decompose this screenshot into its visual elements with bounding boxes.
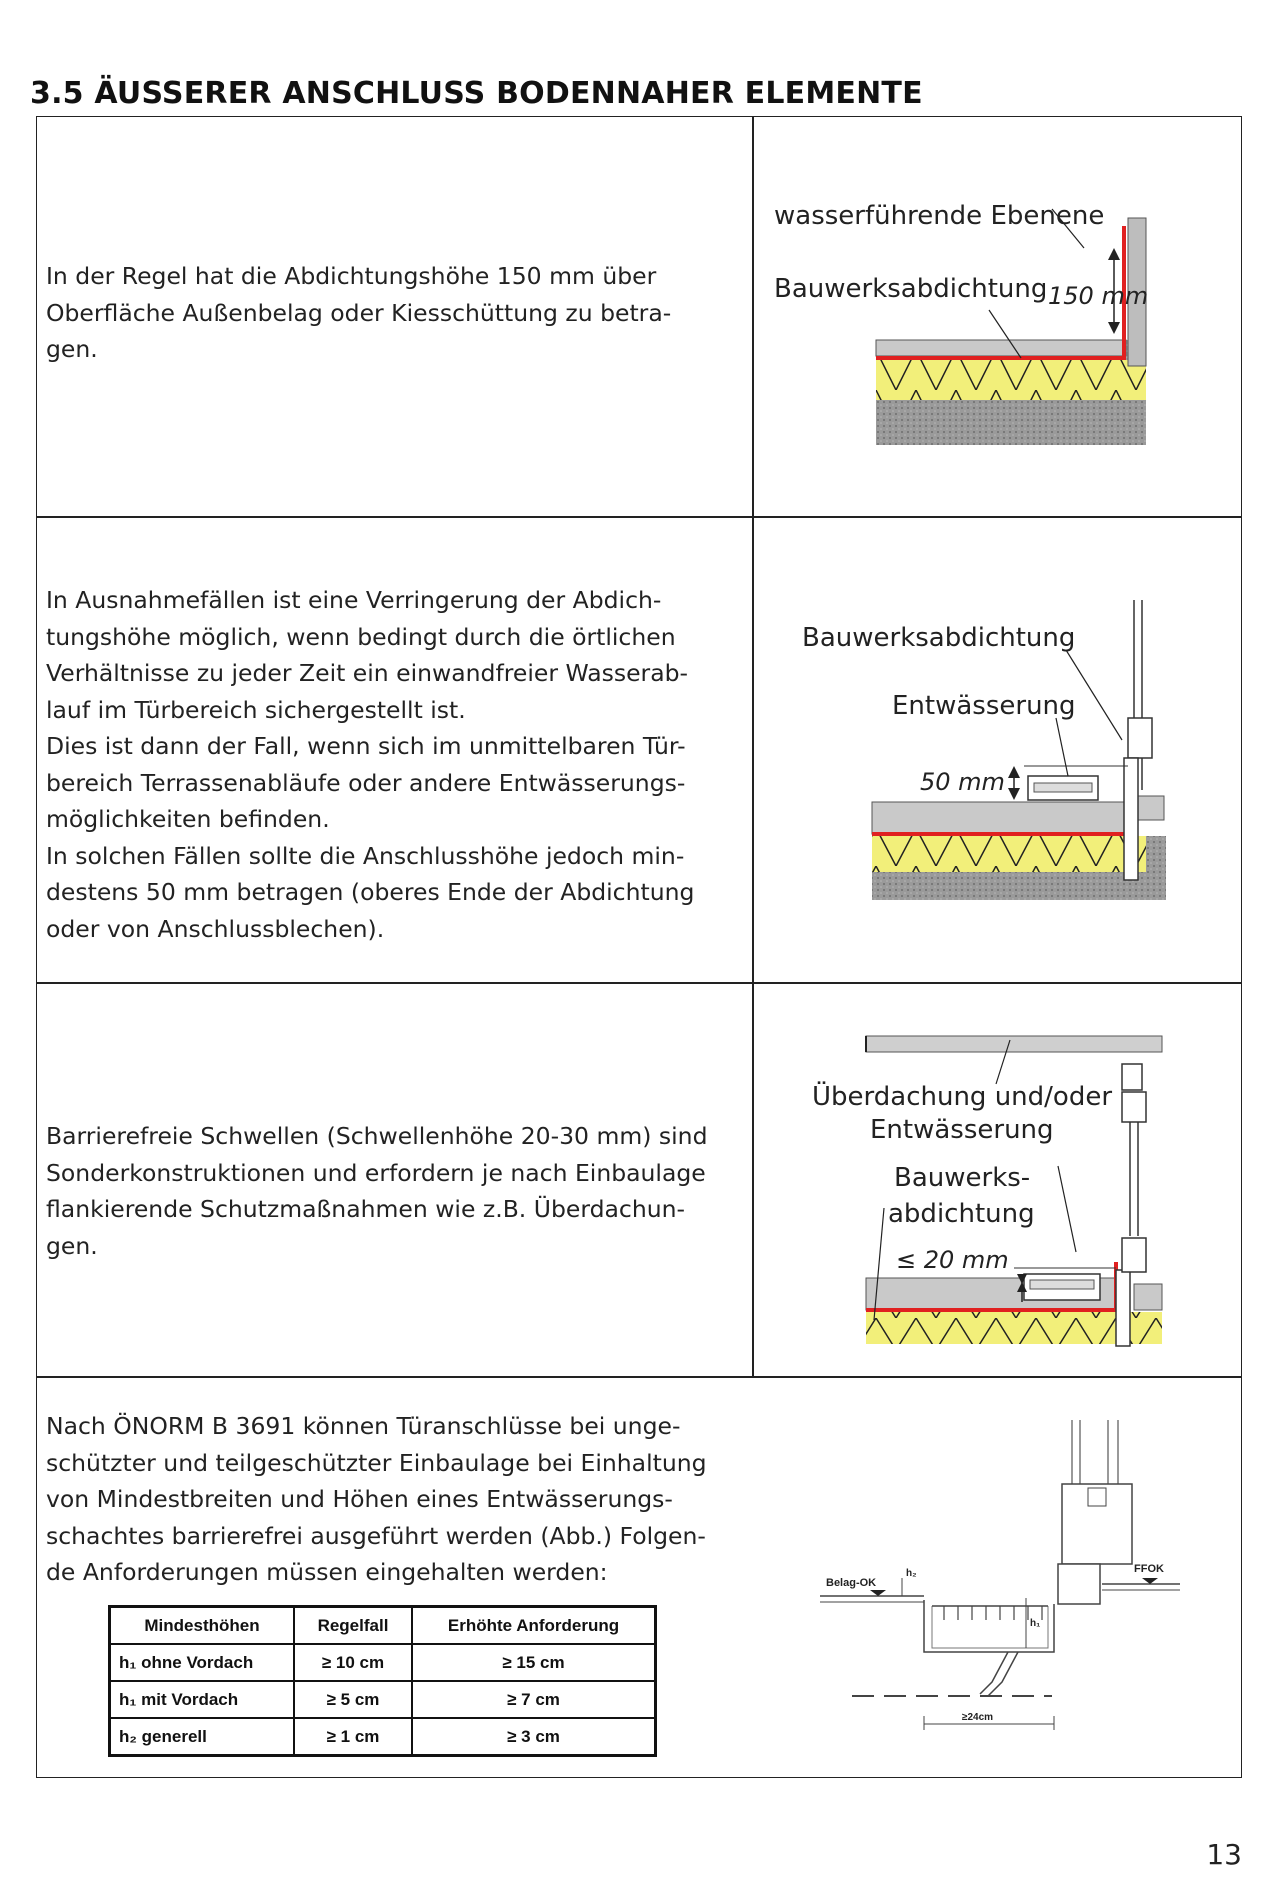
insulation-hatch: [876, 360, 1146, 400]
label-h2: h₂: [906, 1568, 917, 1579]
text-line: gen.: [46, 1231, 98, 1260]
door-profile: [1122, 1238, 1146, 1272]
page-title: 3.5 ÄUSSERER ANSCHLUSS BODENNAHER ELEMENTE: [30, 76, 923, 111]
requirements-table: [108, 1605, 657, 1757]
table-cell: ≥ 15 cm: [412, 1644, 656, 1681]
drain-pipe: [988, 1652, 1018, 1696]
door-profile: [1128, 718, 1152, 758]
section-3-text: [46, 1118, 736, 1264]
label-drainage: Entwässerung: [892, 691, 1076, 721]
sash-detail: [1088, 1488, 1106, 1506]
text-line: Nach ÖNORM B 3691 können Türanschlüsse bei unge-: [46, 1412, 681, 1440]
door-head: [1122, 1092, 1146, 1122]
section-4-text: [46, 1408, 736, 1591]
text-line: Barrierefreie Schwellen (Schwellenhöhe 20-30 mm) sind: [46, 1122, 708, 1150]
inner-floor: [1134, 1284, 1162, 1310]
threshold-profile: [1124, 758, 1138, 880]
table-cell: h₂ generell: [110, 1718, 295, 1756]
drain-pipe: [980, 1652, 1008, 1694]
column-divider: [752, 116, 754, 1376]
dimension-arrow-down: [1108, 322, 1120, 334]
leader-line: [1056, 718, 1068, 776]
threshold-profile: [1116, 1270, 1130, 1346]
text-line: Oberfläche Außenbelag oder Kiesschüttung zu betra-: [46, 298, 672, 327]
text-line: möglichkeiten befinden.: [46, 805, 330, 833]
door-head-profile: [1122, 1064, 1142, 1090]
label-sealing-2: abdichtung: [888, 1199, 1035, 1229]
text-line: bereich Terrassenabläufe oder andere Entwässerungs-: [46, 768, 686, 797]
label-sealing: Bauwerksabdichtung: [774, 274, 1048, 304]
row-divider-1: [36, 516, 1242, 518]
grate-bars: [944, 1606, 1042, 1620]
text-line: gen.: [46, 335, 98, 363]
table-row: [110, 1681, 656, 1718]
text-line: Verhältnisse zu jeder Zeit ein einwandfreier Wasserab-: [46, 659, 688, 687]
roof-canopy: [866, 1036, 1162, 1052]
row-divider-3: [36, 1376, 1242, 1378]
row-divider-2: [36, 982, 1242, 984]
section-2-text: [46, 582, 736, 947]
text-line: In der Regel hat die Abdichtungshöhe 150 mm über: [46, 262, 657, 290]
threshold: [1058, 1564, 1100, 1604]
table-cell: ≥ 10 cm: [294, 1644, 412, 1681]
dimension-arrow-up: [1108, 248, 1120, 260]
figure-2-sealing-50mm: [756, 600, 1176, 920]
pavement-layer: [876, 340, 1126, 356]
figure-1-sealing-150mm: [756, 190, 1176, 450]
drain-grate: [1034, 783, 1092, 792]
figure-4-drainage-shaft: [812, 1420, 1202, 1750]
drain-grate: [1030, 1280, 1094, 1289]
pavement-layer: [872, 802, 1128, 834]
label-width: ≥24cm: [962, 1712, 994, 1723]
label-belag-ok: Belag-OK: [826, 1577, 877, 1589]
table-row: [110, 1644, 656, 1681]
section-1-text: [46, 258, 736, 368]
text-line: schachtes barrierefrei ausgeführt werden (Abb.) Folgen-: [46, 1521, 706, 1550]
text-line: lauf im Türbereich sichergestellt ist.: [46, 695, 466, 724]
label-drainage: Entwässerung: [870, 1115, 1054, 1145]
figure-3-barrier-free-threshold: [756, 1030, 1176, 1350]
label-sealing-1: Bauwerks-: [894, 1163, 1031, 1193]
table-cell: ≥ 5 cm: [294, 1681, 412, 1718]
dimension-arrow-down: [1008, 788, 1020, 800]
table-cell: h₁ ohne Vordach: [110, 1644, 295, 1681]
label-roof: Überdachung und/oder: [812, 1082, 1113, 1112]
text-line: destens 50 mm betragen (oberes Ende der Abdichtung: [46, 878, 695, 906]
label-sealing: Bauwerksabdichtung: [802, 623, 1076, 653]
table-cell: ≥ 3 cm: [412, 1718, 656, 1756]
label-dimension: ≤ 20 mm: [896, 1246, 1009, 1274]
text-line: schützter und teilgeschützter Einbaulage bei Einhaltung: [46, 1448, 707, 1477]
leader-line: [1058, 1166, 1076, 1252]
text-line: oder von Anschlussblechen).: [46, 914, 385, 943]
text-line: tungshöhe möglich, wenn bedingt durch die örtlichen: [46, 622, 676, 651]
page-number: 13: [1206, 1838, 1242, 1871]
label-dimension: 50 mm: [920, 768, 1005, 796]
table-cell: h₁ mit Vordach: [110, 1681, 295, 1718]
table-cell: ≥ 1 cm: [294, 1718, 412, 1756]
table-cell: ≥ 7 cm: [412, 1681, 656, 1718]
text-line: flankierende Schutzmaßnahmen wie z.B. Überdachun-: [46, 1195, 685, 1223]
text-line: In solchen Fällen sollte die Anschlusshöhe jedoch min-: [46, 841, 685, 870]
text-line: Dies ist dann der Fall, wenn sich im unmittelbaren Tür-: [46, 732, 686, 760]
table-header: Erhöhte Anforderung: [412, 1607, 656, 1645]
label-dimension: 150 mm: [1048, 282, 1149, 310]
text-line: von Mindestbreiten und Höhen eines Entwässerungs-: [46, 1485, 673, 1513]
table-header: Regelfall: [294, 1607, 412, 1645]
ffok-marker: [1142, 1578, 1158, 1584]
label-ffok: FFOK: [1134, 1563, 1164, 1575]
dimension-arrow-up: [1008, 766, 1020, 778]
label-water-layer: wasserführende Ebenene: [774, 201, 1105, 231]
table-row: [110, 1718, 656, 1756]
insulation-hatch: [872, 836, 1146, 872]
table-header: Mindesthöhen: [110, 1607, 295, 1645]
label-h1: h₁: [1030, 1618, 1041, 1629]
text-line: de Anforderungen müssen eingehalten werden:: [46, 1558, 608, 1586]
table-header-row: [110, 1607, 656, 1645]
belag-ok-marker: [870, 1590, 886, 1596]
text-line: Sonderkonstruktionen und erfordern je nach Einbaulage: [46, 1158, 706, 1187]
text-line: In Ausnahmefällen ist eine Verringerung der Abdich-: [46, 586, 662, 614]
